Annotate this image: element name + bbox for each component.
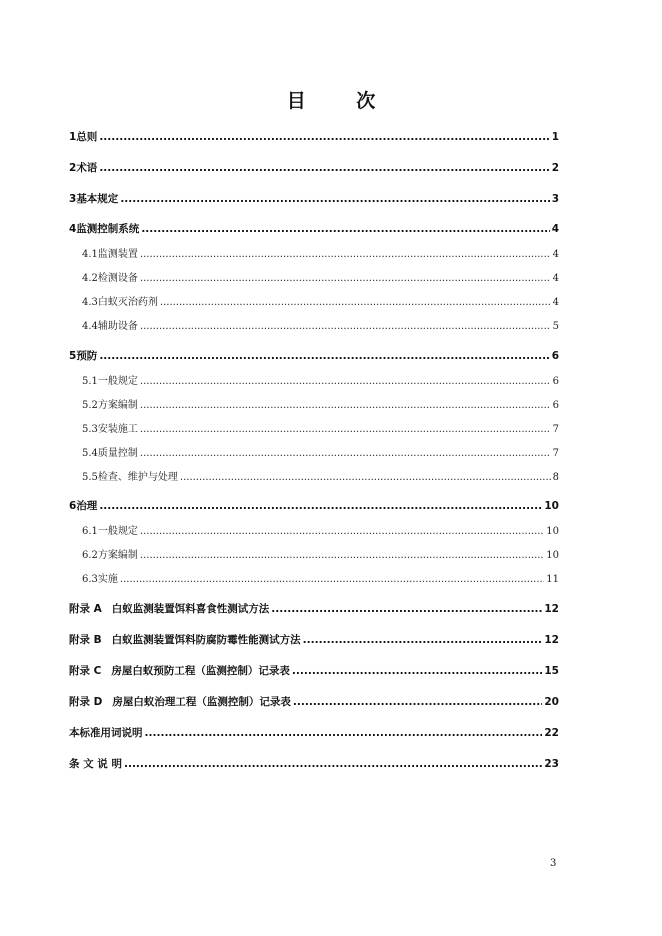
toc-entry-clause-explanation[interactable] [69, 756, 559, 772]
toc-entry-4[interactable] [69, 221, 559, 237]
toc-entry-page: 7 [552, 424, 559, 435]
leader-dots [120, 193, 549, 205]
toc-entry-page: 12 [544, 603, 559, 615]
toc-entry-page: 4 [551, 223, 559, 235]
toc-entry-6-2[interactable] [82, 546, 559, 562]
toc-entry-number: 附录 D [69, 696, 103, 708]
leader-dots [140, 526, 544, 537]
leader-dots [99, 131, 549, 143]
leader-dots [271, 603, 542, 615]
toc-entry-page: 23 [544, 758, 559, 770]
toc-entry-5-4[interactable] [82, 444, 559, 460]
toc-entry-page: 6 [552, 400, 559, 411]
toc-entry-page: 22 [544, 727, 559, 739]
toc-entry-6[interactable] [69, 498, 559, 514]
toc-entry-page: 6 [552, 376, 559, 387]
toc-entry-label: 一般规定 [97, 376, 138, 387]
toc-entry-label: 术语 [76, 162, 98, 174]
toc-entry-5-5[interactable] [82, 468, 559, 484]
toc-entry-4-4[interactable] [82, 317, 559, 333]
toc-entry-appendix-a[interactable] [69, 601, 559, 617]
leader-dots [140, 448, 551, 459]
toc-entry-label: 本标准用词说明 [69, 727, 143, 739]
toc-entry-number: 5.1 [82, 376, 98, 387]
toc-entry-label: 白蚁监测装置饵料防腐防霉性能测试方法 [111, 634, 301, 646]
toc-entry-page: 4 [552, 273, 559, 284]
leader-dots [99, 500, 542, 512]
leader-dots [124, 758, 542, 770]
toc-entry-number: 5 [69, 350, 77, 362]
toc-entry-4-1[interactable] [82, 245, 559, 261]
toc-entry-number: 5.4 [82, 448, 98, 459]
toc-entry-page: 15 [544, 665, 559, 677]
toc-entry-label: 总则 [76, 131, 98, 143]
toc-entry-1[interactable] [69, 129, 559, 145]
toc-entry-page: 12 [544, 634, 559, 646]
leader-dots [293, 696, 543, 708]
toc-entry-4-3[interactable] [82, 293, 559, 309]
toc-entry-page: 5 [552, 321, 559, 332]
toc-entry-page: 6 [551, 350, 559, 362]
leader-dots [303, 634, 543, 646]
toc-entry-label: 检测设备 [97, 273, 138, 284]
toc-entry-number: 4.4 [82, 321, 98, 332]
toc-entry-page: 7 [552, 448, 559, 459]
toc-entry-word-usage[interactable] [69, 725, 559, 741]
toc-entry-appendix-d[interactable] [69, 694, 559, 710]
toc-entry-page: 1 [551, 131, 559, 143]
leader-dots [140, 550, 544, 561]
toc-entry-number: 5.2 [82, 400, 98, 411]
leader-dots [140, 376, 551, 387]
leader-dots [140, 321, 551, 332]
toc-entry-appendix-c[interactable] [69, 663, 559, 679]
toc-entry-number: 4.2 [82, 273, 98, 284]
toc-entry-label: 条 文 说 明 [69, 758, 122, 770]
toc-entry-label: 质量控制 [97, 448, 138, 459]
toc-entry-label: 白蚁监测装置饵料喜食性测试方法 [111, 603, 270, 615]
leader-dots [120, 574, 544, 585]
toc-entry-label: 治理 [76, 500, 98, 512]
toc-entry-5-1[interactable] [82, 372, 559, 388]
toc-entry-label: 检查、维护与处理 [97, 472, 178, 483]
toc-entry-label: 安装施工 [97, 424, 138, 435]
toc-entry-page: 10 [546, 526, 559, 537]
toc-entry-appendix-b[interactable] [69, 632, 559, 648]
toc-title: 目 次 [286, 90, 398, 112]
toc-entry-number: 附录 B [69, 634, 102, 646]
toc-entry-number: 4.3 [82, 297, 98, 308]
page-number: 3 [550, 858, 557, 869]
leader-dots [145, 727, 543, 739]
toc-entry-number: 1 [69, 131, 77, 143]
toc-entry-label: 辅助设备 [97, 321, 138, 332]
leader-dots [180, 472, 551, 483]
toc-entry-number: 2 [69, 162, 77, 174]
toc-entry-label: 房屋白蚁预防工程（监测控制）记录表 [111, 665, 290, 677]
toc-entry-4-2[interactable] [82, 269, 559, 285]
toc-entry-page: 2 [551, 162, 559, 174]
toc-entry-6-1[interactable] [82, 522, 559, 538]
leader-dots [140, 424, 551, 435]
toc-entry-number: 6.2 [82, 550, 98, 561]
toc-entry-number: 5.3 [82, 424, 98, 435]
leader-dots [140, 400, 551, 411]
toc-entry-page: 3 [551, 193, 559, 205]
toc-entry-number: 4.1 [82, 249, 98, 260]
leader-dots [140, 249, 551, 260]
toc-entry-6-3[interactable] [82, 570, 559, 586]
leader-dots [99, 162, 549, 174]
leader-dots [160, 297, 551, 308]
toc-entry-page: 8 [552, 472, 559, 483]
toc-entry-5-3[interactable] [82, 420, 559, 436]
leader-dots [141, 223, 549, 235]
toc-entry-number: 6.3 [82, 574, 98, 585]
toc-entry-page: 11 [546, 574, 559, 585]
toc-entry-label: 实施 [97, 574, 118, 585]
toc-entry-label: 房屋白蚁治理工程（监测控制）记录表 [112, 696, 291, 708]
toc-entry-page: 10 [544, 500, 559, 512]
toc-entry-label: 监测装置 [97, 249, 138, 260]
toc-entry-5[interactable] [69, 348, 559, 364]
toc-entry-page: 20 [544, 696, 559, 708]
toc-entry-number: 5.5 [82, 472, 98, 483]
toc-entry-page: 4 [552, 249, 559, 260]
leader-dots [99, 350, 549, 362]
toc-entry-number: 附录 A [69, 603, 102, 615]
toc-entry-label: 基本规定 [76, 193, 119, 205]
toc-entry-number: 3 [69, 193, 77, 205]
toc-entry-label: 白蚁灭治药剂 [97, 297, 158, 308]
leader-dots [292, 665, 543, 677]
toc-entry-number: 6 [69, 500, 77, 512]
leader-dots [140, 273, 551, 284]
toc-entry-label: 预防 [76, 350, 98, 362]
toc-entry-3[interactable] [69, 191, 559, 207]
toc-entry-label: 方案编制 [97, 400, 138, 411]
toc-entry-number: 附录 C [69, 665, 102, 677]
toc-entry-number: 6.1 [82, 526, 98, 537]
toc-entry-page: 4 [552, 297, 559, 308]
toc-entry-5-2[interactable] [82, 396, 559, 412]
toc-entry-label: 方案编制 [97, 550, 138, 561]
toc-entry-number: 4 [69, 223, 77, 235]
toc-entry-label: 监测控制系统 [76, 223, 140, 235]
toc-entry-label: 一般规定 [97, 526, 138, 537]
toc-entry-page: 10 [546, 550, 559, 561]
toc-entry-2[interactable] [69, 160, 559, 176]
